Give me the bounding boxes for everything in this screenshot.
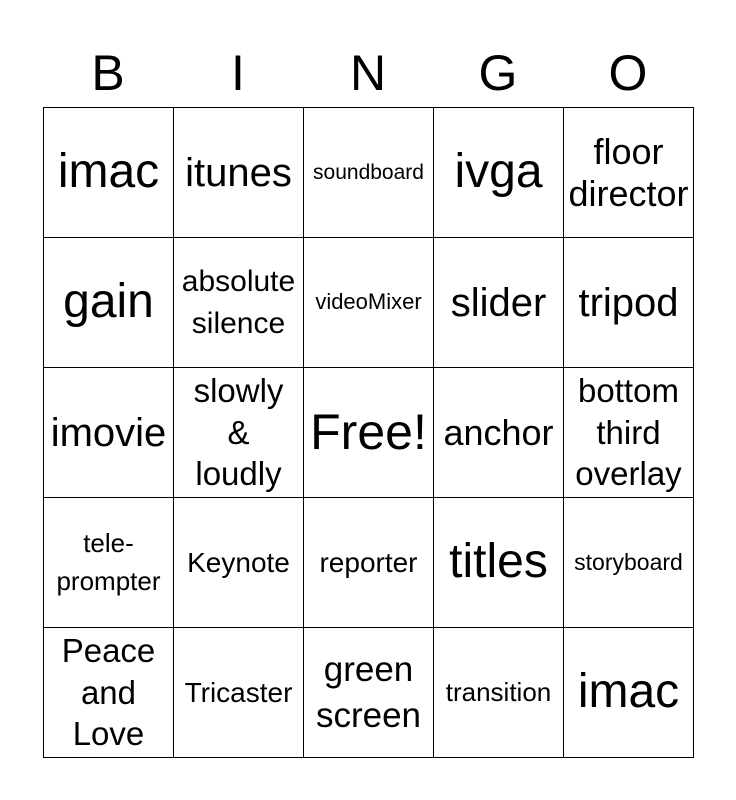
cell-text: videoMixer xyxy=(315,289,422,315)
bingo-cell-r4-c1[interactable] xyxy=(174,628,304,758)
cell-text: tripod xyxy=(578,280,679,325)
bingo-cell-r2-c0[interactable] xyxy=(44,368,174,498)
bingo-cell-r1-c3[interactable] xyxy=(434,238,564,368)
cell-text: reporter xyxy=(319,546,418,578)
cell-text: bottom third overlay xyxy=(575,371,682,493)
cell-text: soundboard xyxy=(313,160,424,184)
bingo-cell-r0-c3[interactable] xyxy=(434,108,564,238)
bingo-cell-r2-c3[interactable] xyxy=(434,368,564,498)
bingo-cell-r1-c1[interactable] xyxy=(174,238,304,368)
cell-text: floor director xyxy=(568,131,689,214)
header-letter-g: G xyxy=(478,45,518,101)
cell-text: itunes xyxy=(185,150,292,195)
bingo-cell-r3-c1[interactable] xyxy=(174,498,304,628)
cell-text: ivga xyxy=(454,145,543,199)
bingo-cell-r2-c2[interactable] xyxy=(304,368,434,498)
cell-text: imac xyxy=(57,145,160,199)
cell-text: anchor xyxy=(443,411,554,453)
bingo-cell-r3-c4[interactable] xyxy=(564,498,694,628)
bingo-cell-r2-c1[interactable] xyxy=(174,368,304,498)
cell-text: storyboard xyxy=(574,548,683,575)
bingo-cell-r0-c1[interactable] xyxy=(174,108,304,238)
bingo-cell-r0-c0[interactable] xyxy=(44,108,174,238)
bingo-header xyxy=(43,40,693,106)
bingo-cell-r0-c2[interactable] xyxy=(304,108,434,238)
header-letter-i: I xyxy=(231,45,245,101)
bingo-cell-r2-c4[interactable] xyxy=(564,368,694,498)
bingo-cell-r3-c3[interactable] xyxy=(434,498,564,628)
cell-text: titles xyxy=(449,535,548,589)
cell-text: Free! xyxy=(310,404,427,460)
cell-text: slider xyxy=(450,280,547,325)
bingo-cell-r1-c2[interactable] xyxy=(304,238,434,368)
cell-text: gain xyxy=(63,275,154,329)
cell-text: transition xyxy=(445,676,552,707)
bingo-cell-r1-c4[interactable] xyxy=(564,238,694,368)
cell-text: Peace and Love xyxy=(61,631,156,753)
cell-text: slowly & loudly xyxy=(193,371,284,493)
bingo-cell-r4-c2[interactable] xyxy=(304,628,434,758)
bingo-cell-r1-c0[interactable] xyxy=(44,238,174,368)
header-letter-o: O xyxy=(608,45,648,101)
cell-text: absolute silence xyxy=(181,264,296,340)
bingo-cell-r3-c0[interactable] xyxy=(44,498,174,628)
bingo-cell-r4-c0[interactable] xyxy=(44,628,174,758)
header-letter-b: B xyxy=(91,45,125,101)
cell-text: tele- prompter xyxy=(56,527,161,596)
cell-text: imovie xyxy=(50,410,167,455)
bingo-grid xyxy=(43,107,694,758)
cell-text: green screen xyxy=(315,650,422,735)
cell-text: imac xyxy=(577,665,680,719)
bingo-cell-r4-c4[interactable] xyxy=(564,628,694,758)
bingo-cell-r4-c3[interactable] xyxy=(434,628,564,758)
bingo-cell-r3-c2[interactable] xyxy=(304,498,434,628)
header-letter-n: N xyxy=(349,45,387,101)
cell-text: Tricaster xyxy=(184,676,293,708)
bingo-cell-r0-c4[interactable] xyxy=(564,108,694,238)
cell-text: Keynote xyxy=(187,546,290,578)
